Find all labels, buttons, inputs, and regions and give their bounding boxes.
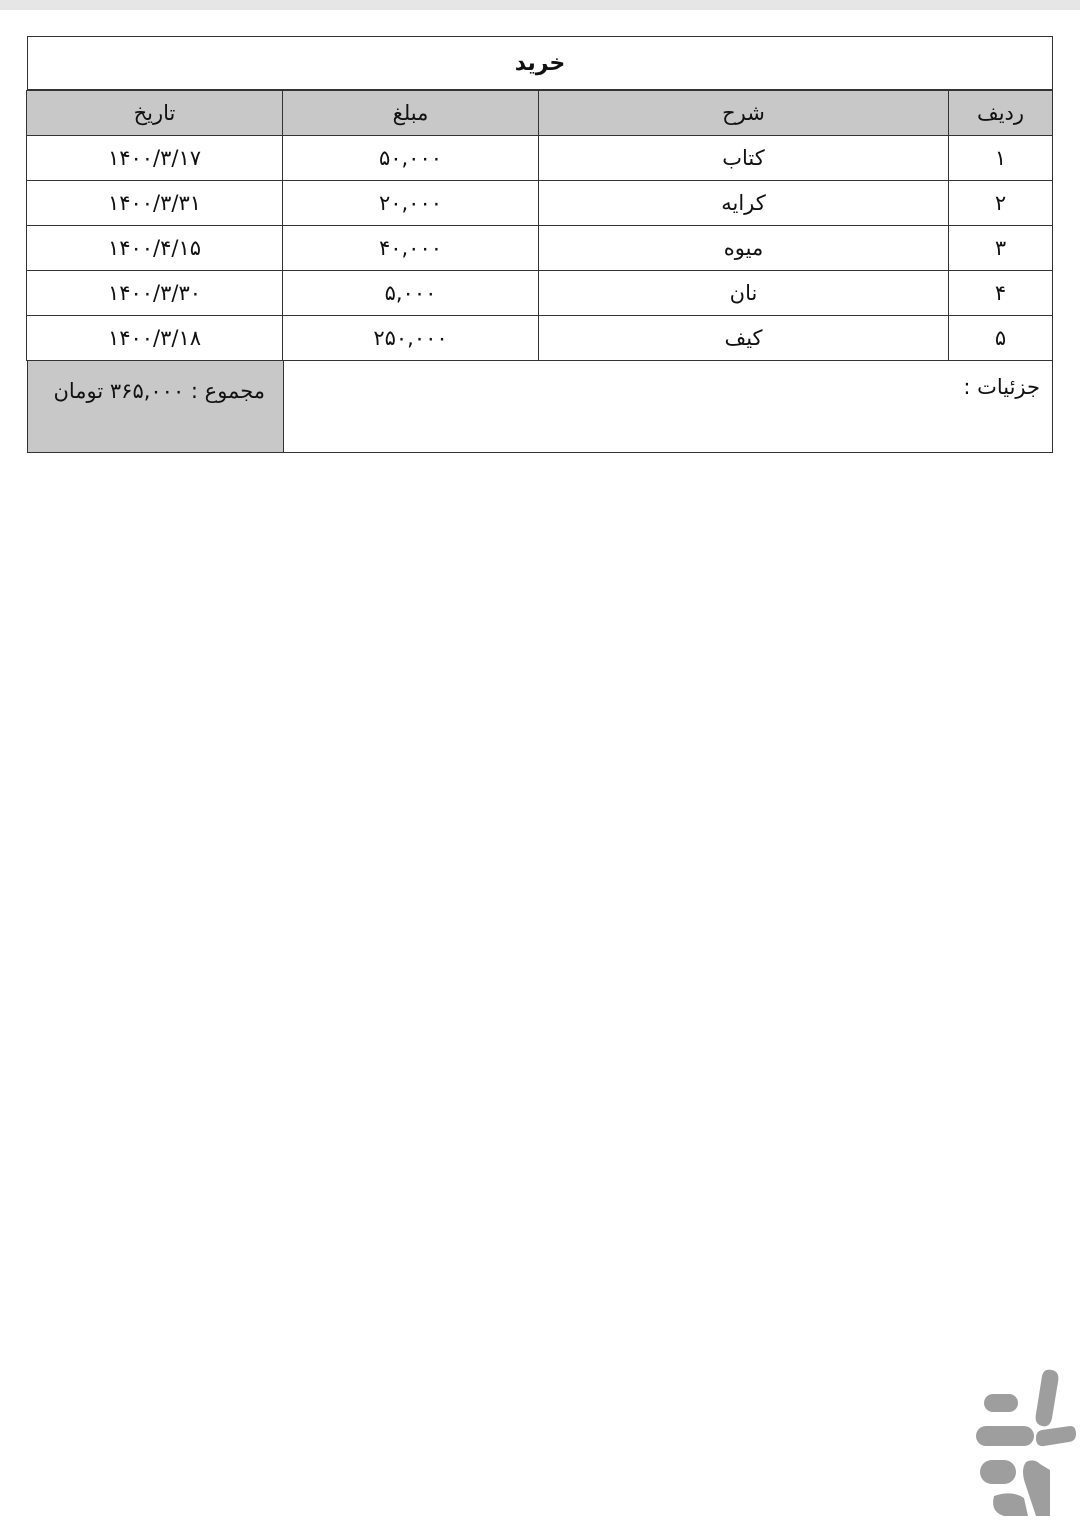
cell-date: ۱۴۰۰/۴/۱۵: [27, 226, 283, 271]
cell-date: ۱۴۰۰/۳/۱۸: [27, 316, 283, 361]
top-status-strip: [0, 0, 1080, 10]
cell-row-number: ۲: [949, 181, 1053, 226]
cell-row-number: ۵: [949, 316, 1053, 361]
document-title: خرید: [27, 36, 1053, 90]
cell-description: میوه: [539, 226, 949, 271]
cell-row-number: ۳: [949, 226, 1053, 271]
cell-date: ۱۴۰۰/۳/۳۰: [27, 271, 283, 316]
cell-description: کرایه: [539, 181, 949, 226]
total-label: مجموع : ۳۶۵,۰۰۰ تومان: [28, 361, 284, 452]
cell-row-number: ۴: [949, 271, 1053, 316]
table-row: [27, 316, 1053, 361]
cell-description: کتاب: [539, 136, 949, 181]
table-row: [27, 271, 1053, 316]
cell-description: کیف: [539, 316, 949, 361]
document-footer: [27, 361, 1053, 453]
cell-date: ۱۴۰۰/۳/۳۱: [27, 181, 283, 226]
table-row: [27, 181, 1053, 226]
table-row: [27, 226, 1053, 271]
header-description: شرح: [539, 91, 949, 136]
table-row: [27, 136, 1053, 181]
header-row-number: ردیف: [949, 91, 1053, 136]
purchase-table: [26, 90, 1053, 361]
table-header-row: [27, 91, 1053, 136]
cell-amount: ۴۰,۰۰۰: [283, 226, 539, 271]
cell-amount: ۲۰,۰۰۰: [283, 181, 539, 226]
purchase-document: [27, 36, 1053, 453]
cell-amount: ۵۰,۰۰۰: [283, 136, 539, 181]
cell-date: ۱۴۰۰/۳/۱۷: [27, 136, 283, 181]
header-amount: مبلغ: [283, 91, 539, 136]
bazaar-logo-icon: [972, 1366, 1077, 1518]
cell-amount: ۲۵۰,۰۰۰: [283, 316, 539, 361]
cell-description: نان: [539, 271, 949, 316]
cell-amount: ۵,۰۰۰: [283, 271, 539, 316]
details-label: جزئیات :: [963, 375, 1040, 399]
cell-row-number: ۱: [949, 136, 1053, 181]
header-date: تاریخ: [27, 91, 283, 136]
